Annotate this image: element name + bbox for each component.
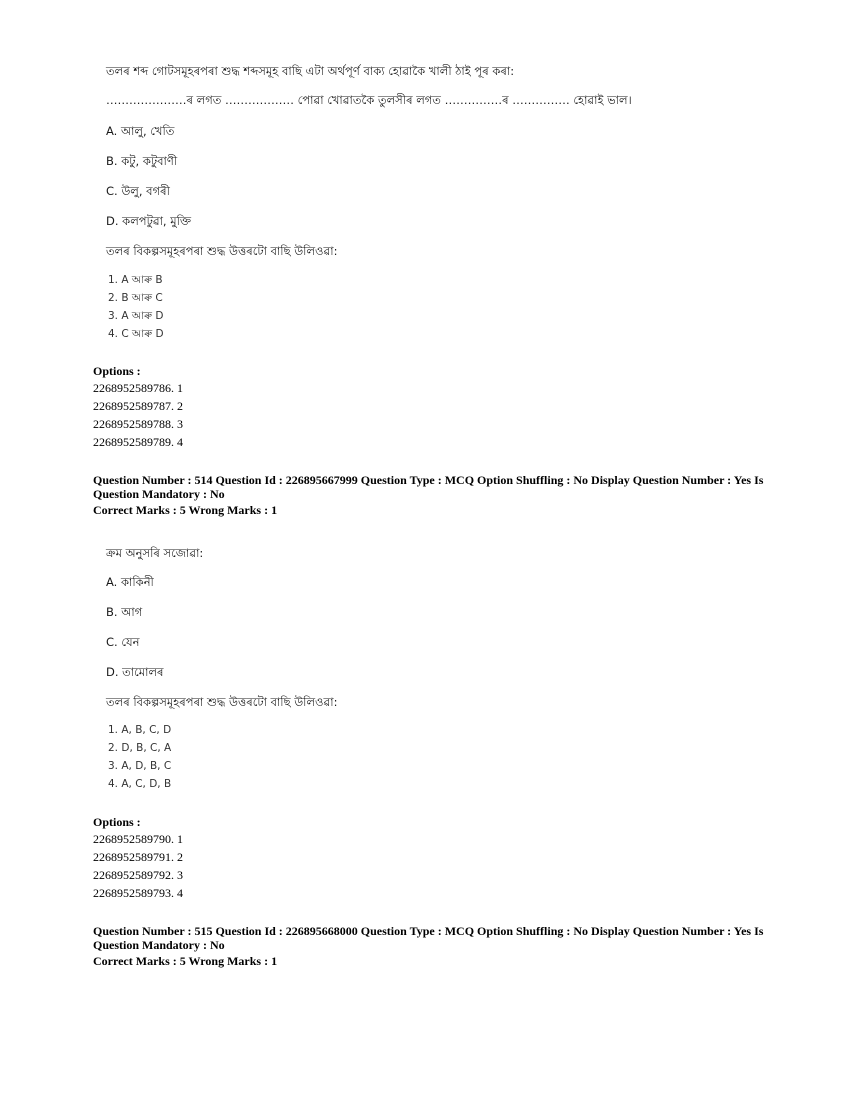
q513-choose-prompt: তলৰ বিকল্পসমূহৰপৰা শুদ্ধ উত্তৰটো বাছি উলিওৱা: xyxy=(106,244,338,258)
q513-option-1: 2268952589786. 1 xyxy=(93,381,183,395)
q513-option-4: 2268952589789. 4 xyxy=(93,435,183,449)
q514-option-4: 2268952589793. 4 xyxy=(93,886,183,900)
q514-choose-prompt: তলৰ বিকল্পসমূহৰপৰা শুদ্ধ উত্তৰটো বাছি উলিওৱা: xyxy=(106,695,338,709)
q513-option-2: 2268952589787. 2 xyxy=(93,399,183,413)
q513-item-a: A. আলু, খেতি xyxy=(106,124,175,138)
q514-meta-line1: Question Number : 514 Question Id : 226895667999 Question Type : MCQ Option Shuffling : No Display Question Number : Yes Is xyxy=(93,473,764,487)
q513-item-b: B. কটু, কটুবাণী xyxy=(106,154,178,168)
q513-choice-1: 1. A আৰু B xyxy=(108,274,163,286)
q513-sentence: …………………ৰ লগত ……………… পোৱা খোৱাতকৈ তুলসীৰ লগত ……………ৰ …………… হোৱাই ভাল। xyxy=(106,93,632,107)
q513-choice-4: 4. C আৰু D xyxy=(108,328,164,340)
q514-choice-2: 2. D, B, C, A xyxy=(108,742,172,754)
q514-option-3: 2268952589792. 3 xyxy=(93,868,183,882)
q514-choice-1: 1. A, B, C, D xyxy=(108,724,172,736)
q513-instruction: তলৰ শব্দ গোটসমূহৰপৰা শুদ্ধ শব্দসমূহ বাছি এটা অৰ্থপূৰ্ণ বাক্য হোৱাকৈ খালী ঠাই পূৰ কৰা: xyxy=(106,64,515,78)
q514-instruction: ক্ৰম অনুসৰি সজোৱা: xyxy=(106,546,204,560)
q514-marks: Correct Marks : 5 Wrong Marks : 1 xyxy=(93,503,278,517)
q515-marks: Correct Marks : 5 Wrong Marks : 1 xyxy=(93,954,278,968)
q513-item-c: C. উলু, বগৰী xyxy=(106,184,170,198)
q514-item-c: C. যেন xyxy=(106,635,140,649)
q513-options-label: Options : xyxy=(93,364,141,378)
q514-option-2: 2268952589791. 2 xyxy=(93,850,183,864)
q514-item-b: B. আগ xyxy=(106,605,143,619)
q513-item-d: D. কলপটুৱা, মুক্তি xyxy=(106,214,192,228)
q513-choice-2: 2. B আৰু C xyxy=(108,292,163,304)
q514-item-a: A. কাকিনী xyxy=(106,575,154,589)
q513-choice-3: 3. A আৰু D xyxy=(108,310,164,322)
q514-options-label: Options : xyxy=(93,815,141,829)
q514-option-1: 2268952589790. 1 xyxy=(93,832,183,846)
q513-option-3: 2268952589788. 3 xyxy=(93,417,183,431)
q514-meta-line2: Question Mandatory : No xyxy=(93,487,225,501)
q514-choice-4: 4. A, C, D, B xyxy=(108,778,172,790)
q515-meta-line2: Question Mandatory : No xyxy=(93,938,225,952)
q515-meta-line1: Question Number : 515 Question Id : 226895668000 Question Type : MCQ Option Shuffling : No Display Question Number : Yes Is xyxy=(93,924,764,938)
q514-item-d: D. তামোলৰ xyxy=(106,665,164,679)
q514-choice-3: 3. A, D, B, C xyxy=(108,760,172,772)
